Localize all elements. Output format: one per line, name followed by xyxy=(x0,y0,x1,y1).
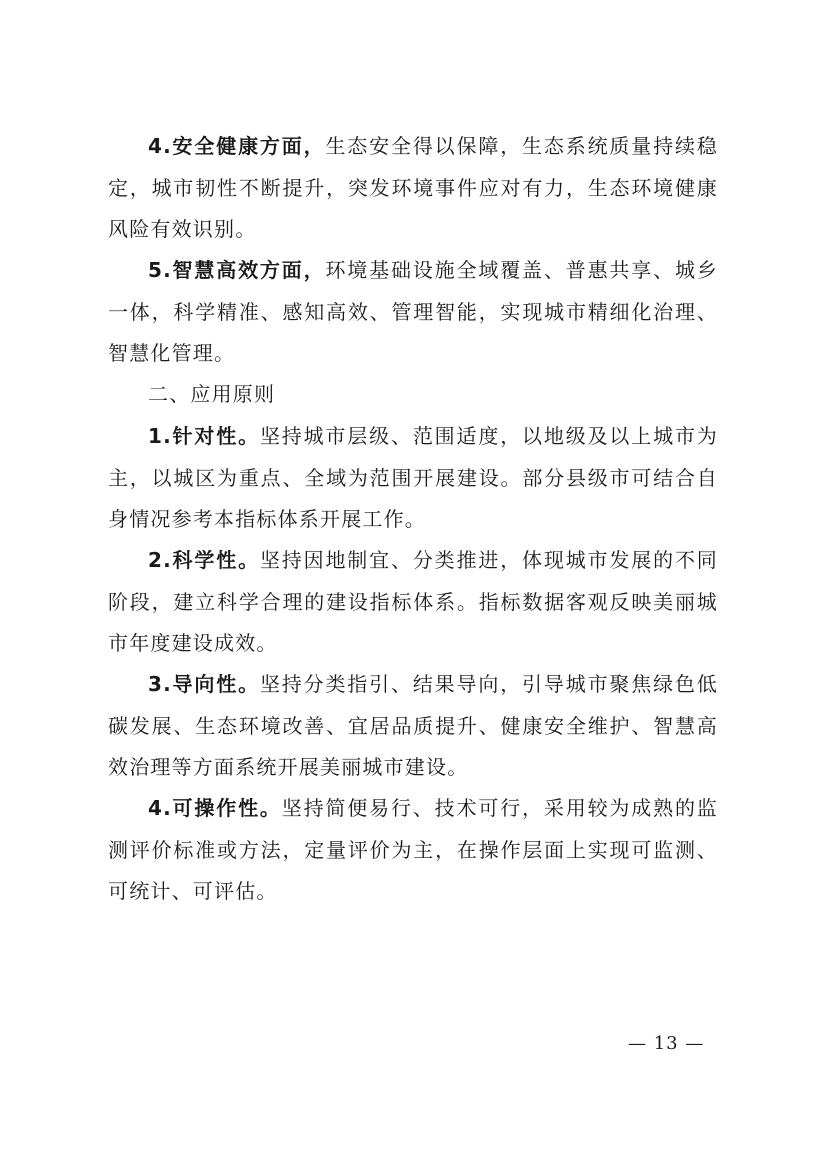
principle-oriented xyxy=(108,664,718,789)
principle-targeted xyxy=(108,416,718,541)
principle-scientific xyxy=(108,540,718,665)
principle-text: 坚持因地制宜、分类推进，体现城市发展的不同阶段，建立科学合理的建设指标体系。指标数据客观反映美丽城市年度建设成效。 xyxy=(108,548,718,655)
principle-lead: 2.科学性。 xyxy=(148,548,260,572)
principle-text: 坚持简便易行、技术可行，采用较为成熟的监测评价标准或方法，定量评价为主，在操作层面上实现可监测、可统计、可评估。 xyxy=(108,796,719,903)
paragraph-safety-health xyxy=(108,126,718,251)
page-number: — 13 — xyxy=(628,1033,705,1054)
principle-lead: 4.可操作性。 xyxy=(148,796,282,820)
paragraph-text: 环境基础设施全域覆盖、普惠共享、城乡一体，科学精准、感知高效、管理智能，实现城市精细化治理、智慧化管理。 xyxy=(108,258,718,365)
paragraph-text: 生态安全得以保障，生态系统质量持续稳定，城市韧性不断提升，突发环境事件应对有力，生态环境健康风险有效识别。 xyxy=(108,134,718,241)
principle-lead: 1.针对性。 xyxy=(148,424,260,448)
section-heading: 二、应用原则 xyxy=(148,382,276,406)
principle-operable xyxy=(108,788,718,913)
principle-lead: 3.导向性。 xyxy=(148,672,260,696)
paragraph-lead: 5.智慧高效方面， xyxy=(148,258,326,282)
paragraph-smart-efficient xyxy=(108,250,718,375)
paragraph-lead: 4.安全健康方面， xyxy=(148,134,326,158)
principle-text: 坚持分类指引、结果导向，引导城市聚焦绿色低碳发展、生态环境改善、宜居品质提升、健康安全维护、智慧高效治理等方面系统开展美丽城市建设。 xyxy=(108,672,718,779)
principle-text: 坚持城市层级、范围适度，以地级及以上城市为主，以城区为重点、全域为范围开展建设。部分县级市可结合自身情况参考本指标体系开展工作。 xyxy=(108,424,718,531)
